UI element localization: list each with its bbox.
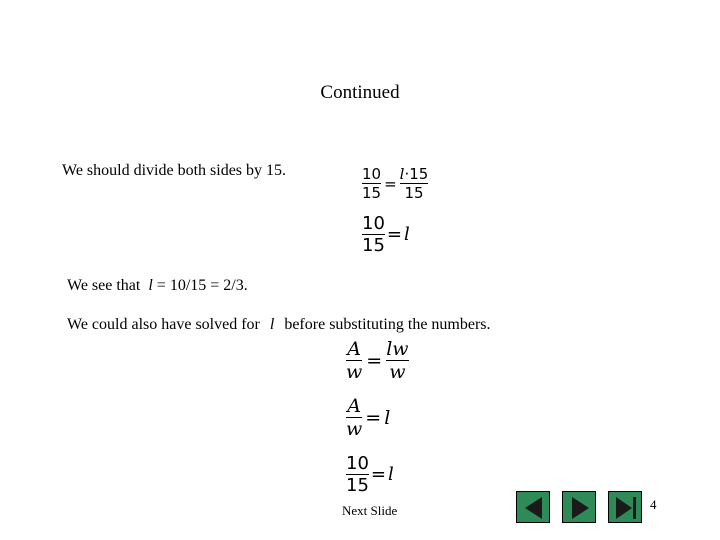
page-number: 4 [650, 497, 657, 512]
denominator: 15 [404, 184, 424, 202]
denominator: w [389, 361, 406, 383]
denominator: w [346, 361, 363, 383]
numerator: 10 [362, 213, 385, 234]
fraction [346, 338, 362, 383]
numerator: A [347, 338, 361, 360]
skip-to-end-icon [609, 492, 643, 524]
numerator-rest: ·15 [404, 165, 429, 183]
variable: l [388, 464, 394, 485]
equals-sign: = [365, 406, 382, 429]
denominator: 15 [362, 184, 382, 202]
equals-sign: = [386, 224, 402, 245]
next-slide-button[interactable] [562, 491, 596, 523]
previous-slide-button[interactable] [516, 491, 550, 523]
equals-sign: = [384, 174, 397, 193]
numerator: lw [386, 338, 409, 360]
last-slide-button[interactable] [608, 491, 642, 523]
denominator: 15 [346, 475, 369, 496]
result-text: We see that l = 10/15 = 2/3. [67, 277, 248, 294]
fraction [362, 213, 385, 256]
equation-divide-both-sides [362, 165, 428, 202]
equation-solve-for-l [346, 338, 409, 383]
instruction-text: We should divide both sides by 15. [62, 162, 287, 179]
numerator: 10 [346, 453, 369, 474]
variable: l [269, 316, 275, 333]
variable: l [148, 277, 153, 294]
fraction [346, 453, 369, 496]
triangle-right-icon [563, 492, 597, 524]
equals-sign: = [370, 464, 386, 485]
alternative-text: We could also have solved for l before substituting the numbers. [67, 316, 491, 333]
fraction [386, 338, 408, 383]
numerator: A [347, 395, 361, 417]
fraction [400, 165, 429, 202]
next-slide-label[interactable]: Next Slide [342, 503, 398, 518]
triangle-left-icon [517, 492, 551, 524]
fraction [346, 395, 362, 440]
variable: l [399, 165, 405, 183]
equals-sign: = [366, 349, 383, 372]
slide-title: Continued [320, 82, 400, 103]
fraction [362, 165, 381, 202]
variable: l [404, 224, 410, 245]
equation-l-formula [346, 395, 390, 440]
denominator: 15 [362, 235, 385, 256]
denominator: w [346, 418, 363, 440]
variable: l [384, 406, 391, 429]
equation-result [362, 213, 410, 256]
equation-substituted [346, 453, 394, 496]
numerator: 10 [362, 165, 382, 183]
